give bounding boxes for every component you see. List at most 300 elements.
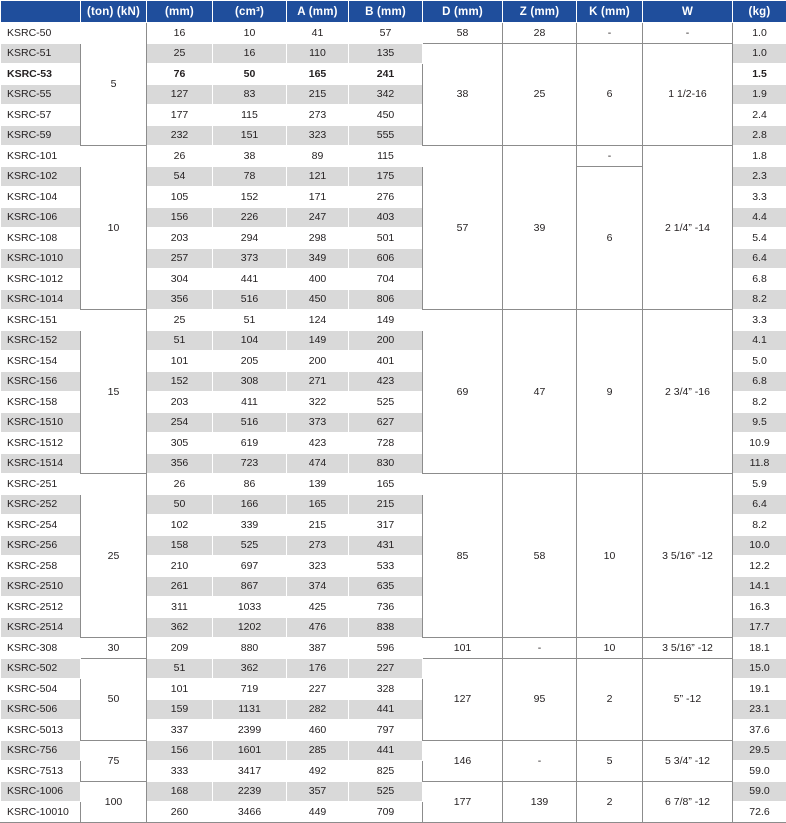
cell-capacity: 100 — [81, 781, 147, 822]
cell-weight-kg: 23.1 — [733, 699, 786, 720]
cell-a-mm: 89 — [287, 146, 349, 167]
cell-b-mm: 227 — [349, 658, 423, 679]
cell-weight-kg: 2.3 — [733, 166, 786, 187]
cell-b-mm: 635 — [349, 576, 423, 597]
cell-a-mm: 322 — [287, 392, 349, 413]
cell-stroke-mm: 333 — [147, 761, 213, 782]
cell-stroke-mm: 177 — [147, 105, 213, 126]
cell-stroke-mm: 50 — [147, 494, 213, 515]
cell-w: - — [643, 23, 733, 44]
cell-a-mm: 110 — [287, 43, 349, 64]
cell-volume-cm3: 719 — [213, 679, 287, 700]
cell-k-mm: 9 — [577, 310, 643, 474]
cell-stroke-mm: 26 — [147, 146, 213, 167]
cell-z-mm: 47 — [503, 310, 577, 474]
cell-capacity: 50 — [81, 658, 147, 740]
cell-stroke-mm: 203 — [147, 228, 213, 249]
cell-a-mm: 282 — [287, 699, 349, 720]
cell-stroke-mm: 356 — [147, 289, 213, 310]
cell-weight-kg: 6.8 — [733, 371, 786, 392]
cell-model: KSRC-10010 — [1, 802, 81, 823]
column-header-z_mm: Z (mm) — [503, 1, 577, 23]
cell-model: KSRC-2514 — [1, 617, 81, 638]
cell-b-mm: 606 — [349, 248, 423, 269]
cell-z-mm: 58 — [503, 474, 577, 638]
cell-capacity: 25 — [81, 474, 147, 638]
cell-stroke-mm: 156 — [147, 207, 213, 228]
cell-model: KSRC-756 — [1, 740, 81, 761]
cell-weight-kg: 4.1 — [733, 330, 786, 351]
cell-weight-kg: 18.1 — [733, 638, 786, 659]
cell-k-mm: - — [577, 146, 643, 167]
column-header-b_mm: B (mm) — [349, 1, 423, 23]
cell-model: KSRC-308 — [1, 638, 81, 659]
cell-a-mm: 323 — [287, 125, 349, 146]
cell-volume-cm3: 516 — [213, 289, 287, 310]
cell-capacity: 30 — [81, 638, 147, 659]
cell-a-mm: 476 — [287, 617, 349, 638]
cell-k-mm: - — [577, 23, 643, 44]
column-header-model — [1, 1, 81, 23]
cell-a-mm: 215 — [287, 515, 349, 536]
cell-a-mm: 215 — [287, 84, 349, 105]
cell-a-mm: 139 — [287, 474, 349, 495]
cell-weight-kg: 10.0 — [733, 535, 786, 556]
cell-b-mm: 533 — [349, 556, 423, 577]
cell-b-mm: 57 — [349, 23, 423, 44]
cell-a-mm: 171 — [287, 187, 349, 208]
cell-stroke-mm: 261 — [147, 576, 213, 597]
cell-volume-cm3: 362 — [213, 658, 287, 679]
cell-model: KSRC-506 — [1, 699, 81, 720]
cell-z-mm: - — [503, 638, 577, 659]
cell-a-mm: 273 — [287, 105, 349, 126]
cell-a-mm: 273 — [287, 535, 349, 556]
cell-a-mm: 349 — [287, 248, 349, 269]
table-row — [1, 781, 786, 802]
table-row — [1, 474, 786, 495]
cell-b-mm: 728 — [349, 433, 423, 454]
cell-k-mm: 6 — [577, 43, 643, 146]
column-header-cm3: (cm³) — [213, 1, 287, 23]
cell-stroke-mm: 16 — [147, 23, 213, 44]
cell-b-mm: 830 — [349, 453, 423, 474]
cell-model: KSRC-1510 — [1, 412, 81, 433]
cell-b-mm: 317 — [349, 515, 423, 536]
cell-weight-kg: 1.0 — [733, 43, 786, 64]
cell-volume-cm3: 880 — [213, 638, 287, 659]
cell-b-mm: 806 — [349, 289, 423, 310]
cell-b-mm: 709 — [349, 802, 423, 823]
cell-b-mm: 403 — [349, 207, 423, 228]
cell-model: KSRC-158 — [1, 392, 81, 413]
cell-volume-cm3: 619 — [213, 433, 287, 454]
cell-volume-cm3: 83 — [213, 84, 287, 105]
cell-a-mm: 492 — [287, 761, 349, 782]
cell-capacity: 15 — [81, 310, 147, 474]
cell-stroke-mm: 101 — [147, 351, 213, 372]
cell-w: 3 5/16” -12 — [643, 638, 733, 659]
column-header-ton_kn: (ton) (kN) — [81, 1, 147, 23]
cell-w: 3 5/16” -12 — [643, 474, 733, 638]
cell-model: KSRC-2510 — [1, 576, 81, 597]
cell-z-mm: - — [503, 740, 577, 781]
cell-a-mm: 425 — [287, 597, 349, 618]
cell-weight-kg: 10.9 — [733, 433, 786, 454]
cell-a-mm: 41 — [287, 23, 349, 44]
cell-b-mm: 525 — [349, 781, 423, 802]
cell-k-mm: 6 — [577, 166, 643, 310]
cell-w: 5” -12 — [643, 658, 733, 740]
cell-volume-cm3: 226 — [213, 207, 287, 228]
cell-volume-cm3: 38 — [213, 146, 287, 167]
cell-b-mm: 555 — [349, 125, 423, 146]
cell-model: KSRC-1006 — [1, 781, 81, 802]
cell-a-mm: 285 — [287, 740, 349, 761]
cell-volume-cm3: 50 — [213, 64, 287, 85]
column-header-kg: (kg) — [733, 1, 786, 23]
cell-volume-cm3: 373 — [213, 248, 287, 269]
cell-model: KSRC-106 — [1, 207, 81, 228]
cell-a-mm: 423 — [287, 433, 349, 454]
cell-weight-kg: 8.2 — [733, 515, 786, 536]
cell-model: KSRC-53 — [1, 64, 81, 85]
cell-model: KSRC-1014 — [1, 289, 81, 310]
column-header-k_mm: K (mm) — [577, 1, 643, 23]
cell-volume-cm3: 152 — [213, 187, 287, 208]
cell-capacity: 5 — [81, 23, 147, 146]
cell-k-mm: 5 — [577, 740, 643, 781]
cell-b-mm: 431 — [349, 535, 423, 556]
cell-stroke-mm: 76 — [147, 64, 213, 85]
cell-model: KSRC-151 — [1, 310, 81, 331]
cell-a-mm: 247 — [287, 207, 349, 228]
cell-z-mm: 28 — [503, 23, 577, 44]
cell-volume-cm3: 1131 — [213, 699, 287, 720]
cell-z-mm: 25 — [503, 43, 577, 146]
cell-stroke-mm: 257 — [147, 248, 213, 269]
cell-k-mm: 10 — [577, 638, 643, 659]
cell-model: KSRC-258 — [1, 556, 81, 577]
cell-volume-cm3: 115 — [213, 105, 287, 126]
cell-weight-kg: 3.3 — [733, 187, 786, 208]
cell-volume-cm3: 525 — [213, 535, 287, 556]
cell-a-mm: 200 — [287, 351, 349, 372]
cell-w: 1 1/2-16 — [643, 43, 733, 146]
cell-model: KSRC-108 — [1, 228, 81, 249]
cell-k-mm: 2 — [577, 658, 643, 740]
cell-model: KSRC-2512 — [1, 597, 81, 618]
cell-stroke-mm: 156 — [147, 740, 213, 761]
cell-b-mm: 704 — [349, 269, 423, 290]
cell-model: KSRC-251 — [1, 474, 81, 495]
cell-model: KSRC-154 — [1, 351, 81, 372]
cell-weight-kg: 12.2 — [733, 556, 786, 577]
cell-stroke-mm: 260 — [147, 802, 213, 823]
cell-a-mm: 374 — [287, 576, 349, 597]
cell-w: 6 7/8” -12 — [643, 781, 733, 822]
column-header-w: W — [643, 1, 733, 23]
cell-d-mm: 85 — [423, 474, 503, 638]
cell-b-mm: 441 — [349, 699, 423, 720]
cell-model: KSRC-7513 — [1, 761, 81, 782]
cell-capacity: 75 — [81, 740, 147, 781]
column-header-d_mm: D (mm) — [423, 1, 503, 23]
cell-weight-kg: 14.1 — [733, 576, 786, 597]
cell-d-mm: 69 — [423, 310, 503, 474]
cell-weight-kg: 1.8 — [733, 146, 786, 167]
cell-a-mm: 298 — [287, 228, 349, 249]
cell-volume-cm3: 3466 — [213, 802, 287, 823]
cell-a-mm: 373 — [287, 412, 349, 433]
cell-weight-kg: 3.3 — [733, 310, 786, 331]
cell-stroke-mm: 25 — [147, 43, 213, 64]
cell-capacity: 10 — [81, 146, 147, 310]
cell-volume-cm3: 1033 — [213, 597, 287, 618]
cell-volume-cm3: 2239 — [213, 781, 287, 802]
cell-model: KSRC-252 — [1, 494, 81, 515]
cell-b-mm: 115 — [349, 146, 423, 167]
cell-volume-cm3: 294 — [213, 228, 287, 249]
cell-a-mm: 271 — [287, 371, 349, 392]
cell-weight-kg: 6.8 — [733, 269, 786, 290]
cell-model: KSRC-1512 — [1, 433, 81, 454]
cell-weight-kg: 2.4 — [733, 105, 786, 126]
cell-weight-kg: 29.5 — [733, 740, 786, 761]
cell-b-mm: 838 — [349, 617, 423, 638]
cell-b-mm: 135 — [349, 43, 423, 64]
cell-b-mm: 525 — [349, 392, 423, 413]
cell-z-mm: 95 — [503, 658, 577, 740]
cell-stroke-mm: 26 — [147, 474, 213, 495]
cell-weight-kg: 8.2 — [733, 392, 786, 413]
cell-volume-cm3: 2399 — [213, 720, 287, 741]
cell-model: KSRC-156 — [1, 371, 81, 392]
cell-stroke-mm: 51 — [147, 658, 213, 679]
cell-w: 5 3/4” -12 — [643, 740, 733, 781]
cell-a-mm: 357 — [287, 781, 349, 802]
cell-b-mm: 501 — [349, 228, 423, 249]
cell-weight-kg: 8.2 — [733, 289, 786, 310]
cell-b-mm: 450 — [349, 105, 423, 126]
cell-weight-kg: 5.0 — [733, 351, 786, 372]
cell-volume-cm3: 205 — [213, 351, 287, 372]
cell-stroke-mm: 105 — [147, 187, 213, 208]
cell-model: KSRC-101 — [1, 146, 81, 167]
table-row — [1, 638, 786, 659]
table-row — [1, 23, 786, 44]
cell-b-mm: 441 — [349, 740, 423, 761]
cell-w: 2 3/4” -16 — [643, 310, 733, 474]
cell-model: KSRC-1012 — [1, 269, 81, 290]
cell-weight-kg: 5.9 — [733, 474, 786, 495]
cell-z-mm: 139 — [503, 781, 577, 822]
table-row — [1, 146, 786, 167]
cell-d-mm: 38 — [423, 43, 503, 146]
cell-stroke-mm: 25 — [147, 310, 213, 331]
cell-volume-cm3: 51 — [213, 310, 287, 331]
cell-b-mm: 797 — [349, 720, 423, 741]
cell-b-mm: 825 — [349, 761, 423, 782]
header-row — [1, 1, 786, 23]
cell-model: KSRC-1514 — [1, 453, 81, 474]
cell-b-mm: 401 — [349, 351, 423, 372]
cell-d-mm: 146 — [423, 740, 503, 781]
cell-a-mm: 165 — [287, 64, 349, 85]
cell-model: KSRC-55 — [1, 84, 81, 105]
cell-weight-kg: 2.8 — [733, 125, 786, 146]
cell-model: KSRC-50 — [1, 23, 81, 44]
cell-model: KSRC-5013 — [1, 720, 81, 741]
cell-a-mm: 176 — [287, 658, 349, 679]
cell-volume-cm3: 10 — [213, 23, 287, 44]
cell-w: 2 1/4” -14 — [643, 146, 733, 310]
cell-b-mm: 165 — [349, 474, 423, 495]
cell-d-mm: 127 — [423, 658, 503, 740]
cell-b-mm: 200 — [349, 330, 423, 351]
cell-b-mm: 175 — [349, 166, 423, 187]
table-row — [1, 740, 786, 761]
cell-stroke-mm: 305 — [147, 433, 213, 454]
cell-stroke-mm: 356 — [147, 453, 213, 474]
cell-weight-kg: 37.6 — [733, 720, 786, 741]
cell-volume-cm3: 723 — [213, 453, 287, 474]
cell-stroke-mm: 337 — [147, 720, 213, 741]
cell-b-mm: 736 — [349, 597, 423, 618]
cell-weight-kg: 11.8 — [733, 453, 786, 474]
cell-a-mm: 474 — [287, 453, 349, 474]
cell-volume-cm3: 697 — [213, 556, 287, 577]
cell-a-mm: 227 — [287, 679, 349, 700]
column-header-mm: (mm) — [147, 1, 213, 23]
cell-volume-cm3: 166 — [213, 494, 287, 515]
cell-volume-cm3: 308 — [213, 371, 287, 392]
cell-stroke-mm: 168 — [147, 781, 213, 802]
cell-b-mm: 241 — [349, 64, 423, 85]
cell-volume-cm3: 441 — [213, 269, 287, 290]
cell-a-mm: 165 — [287, 494, 349, 515]
cell-stroke-mm: 54 — [147, 166, 213, 187]
cell-weight-kg: 6.4 — [733, 248, 786, 269]
cell-a-mm: 121 — [287, 166, 349, 187]
cell-stroke-mm: 101 — [147, 679, 213, 700]
cell-b-mm: 342 — [349, 84, 423, 105]
table-row — [1, 310, 786, 331]
cell-a-mm: 449 — [287, 802, 349, 823]
cell-weight-kg: 59.0 — [733, 761, 786, 782]
cell-stroke-mm: 152 — [147, 371, 213, 392]
cell-stroke-mm: 51 — [147, 330, 213, 351]
cell-volume-cm3: 1202 — [213, 617, 287, 638]
cell-weight-kg: 1.5 — [733, 64, 786, 85]
cell-stroke-mm: 159 — [147, 699, 213, 720]
cell-d-mm: 101 — [423, 638, 503, 659]
table-body — [1, 23, 786, 823]
cell-volume-cm3: 1601 — [213, 740, 287, 761]
cell-stroke-mm: 209 — [147, 638, 213, 659]
cell-b-mm: 149 — [349, 310, 423, 331]
cell-model: KSRC-504 — [1, 679, 81, 700]
cell-b-mm: 423 — [349, 371, 423, 392]
cell-d-mm: 57 — [423, 146, 503, 310]
cell-weight-kg: 9.5 — [733, 412, 786, 433]
cell-model: KSRC-104 — [1, 187, 81, 208]
cell-a-mm: 450 — [287, 289, 349, 310]
cell-k-mm: 10 — [577, 474, 643, 638]
cell-volume-cm3: 411 — [213, 392, 287, 413]
cell-z-mm: 39 — [503, 146, 577, 310]
cell-weight-kg: 4.4 — [733, 207, 786, 228]
cell-weight-kg: 5.4 — [733, 228, 786, 249]
cell-model: KSRC-102 — [1, 166, 81, 187]
cell-weight-kg: 59.0 — [733, 781, 786, 802]
cell-weight-kg: 16.3 — [733, 597, 786, 618]
cell-stroke-mm: 304 — [147, 269, 213, 290]
cell-model: KSRC-152 — [1, 330, 81, 351]
cell-weight-kg: 72.6 — [733, 802, 786, 823]
cell-stroke-mm: 158 — [147, 535, 213, 556]
cell-volume-cm3: 339 — [213, 515, 287, 536]
table-header — [1, 1, 786, 23]
cell-weight-kg: 1.9 — [733, 84, 786, 105]
cell-volume-cm3: 3417 — [213, 761, 287, 782]
cell-stroke-mm: 102 — [147, 515, 213, 536]
cell-model: KSRC-502 — [1, 658, 81, 679]
cell-b-mm: 215 — [349, 494, 423, 515]
cell-stroke-mm: 210 — [147, 556, 213, 577]
cell-d-mm: 177 — [423, 781, 503, 822]
cell-b-mm: 276 — [349, 187, 423, 208]
table-row — [1, 658, 786, 679]
cell-volume-cm3: 104 — [213, 330, 287, 351]
cell-volume-cm3: 78 — [213, 166, 287, 187]
cell-b-mm: 596 — [349, 638, 423, 659]
cell-stroke-mm: 127 — [147, 84, 213, 105]
cell-model: KSRC-57 — [1, 105, 81, 126]
cell-weight-kg: 1.0 — [733, 23, 786, 44]
cell-stroke-mm: 203 — [147, 392, 213, 413]
cell-volume-cm3: 867 — [213, 576, 287, 597]
cell-d-mm: 58 — [423, 23, 503, 44]
cell-a-mm: 387 — [287, 638, 349, 659]
cell-model: KSRC-1010 — [1, 248, 81, 269]
cell-weight-kg: 15.0 — [733, 658, 786, 679]
cell-volume-cm3: 16 — [213, 43, 287, 64]
cell-weight-kg: 17.7 — [733, 617, 786, 638]
cell-stroke-mm: 232 — [147, 125, 213, 146]
cell-model: KSRC-254 — [1, 515, 81, 536]
cell-volume-cm3: 516 — [213, 412, 287, 433]
cell-volume-cm3: 86 — [213, 474, 287, 495]
cell-volume-cm3: 151 — [213, 125, 287, 146]
cell-a-mm: 124 — [287, 310, 349, 331]
column-header-a_mm: A (mm) — [287, 1, 349, 23]
cell-stroke-mm: 311 — [147, 597, 213, 618]
cell-model: KSRC-51 — [1, 43, 81, 64]
cell-a-mm: 460 — [287, 720, 349, 741]
cell-model: KSRC-256 — [1, 535, 81, 556]
cell-a-mm: 323 — [287, 556, 349, 577]
cell-k-mm: 2 — [577, 781, 643, 822]
cell-a-mm: 400 — [287, 269, 349, 290]
cell-stroke-mm: 362 — [147, 617, 213, 638]
cell-b-mm: 328 — [349, 679, 423, 700]
cell-b-mm: 627 — [349, 412, 423, 433]
cell-stroke-mm: 254 — [147, 412, 213, 433]
cell-a-mm: 149 — [287, 330, 349, 351]
cell-weight-kg: 19.1 — [733, 679, 786, 700]
cell-weight-kg: 6.4 — [733, 494, 786, 515]
